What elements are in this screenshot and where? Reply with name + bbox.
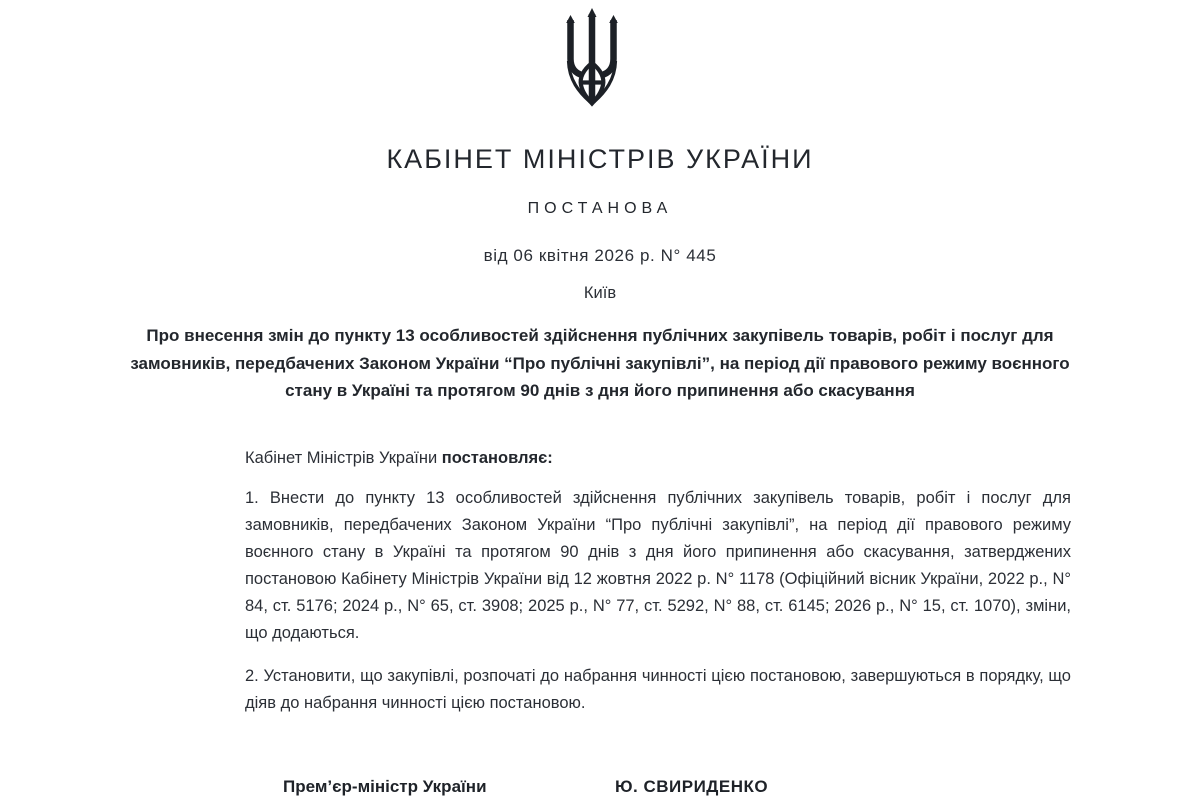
ukraine-trident-icon [560,8,624,110]
institution-name: КАБІНЕТ МІНІСТРІВ УКРАЇНИ [386,144,814,174]
document-type-label: ПОСТАНОВА [527,200,673,217]
signature-name: Ю. СВИРИДЕНКО [615,776,769,796]
preamble-verb-bold: постановляє: [441,448,553,467]
date-number-line: від 06 квітня 2026 р. N° 445 [483,246,717,265]
signature-position: Прем’єр-міністр України [283,776,487,796]
body-paragraph-2: 2. Установити, що закупівлі, розпочаті до набрання чинності цією постановою, завершуються в порядку, що діяв до набрання чинності цією постановою. [245,666,1071,712]
document-title: Про внесення змін до пункту 13 особливостей здійснення публічних закупівель товарів, робіт і послуг для замовників, передбачених Законом України “Про публічні закупівлі”, на період дії правового режиму воєнного стану в Україні та протягом 90 днів з дня його припинення або скасування [130,326,1070,400]
preamble-line [245,445,1071,472]
emblem-container [0,0,1200,115]
preamble-text: Кабінет Міністрів України [245,448,442,467]
document-body [245,445,1071,800]
city-label: Київ [583,284,617,302]
body-paragraph-1: 1. Внести до пункту 13 особливостей здійснення публічних закупівель товарів, робіт і послуг для замовників, передбачених Законом України “Про публічні закупівлі”, на період дії правового режиму воєнного стану в Україні та протягом 90 днів з дня його припинення або скасування, затверджених постановою Кабінету Міністрів України від 12 жовтня 2022 р. N° 1178 (Офіційний вісник України, 2022 р., N° 84, ст. 5176; 2024 р., N° 65, ст. 3908; 2025 р., N° 77, ст. 5292, N° 88, ст. 6145; 2026 р., N° 15, ст. 1070), зміни, що додаються. [245,488,1071,642]
signature-row [245,773,1071,800]
